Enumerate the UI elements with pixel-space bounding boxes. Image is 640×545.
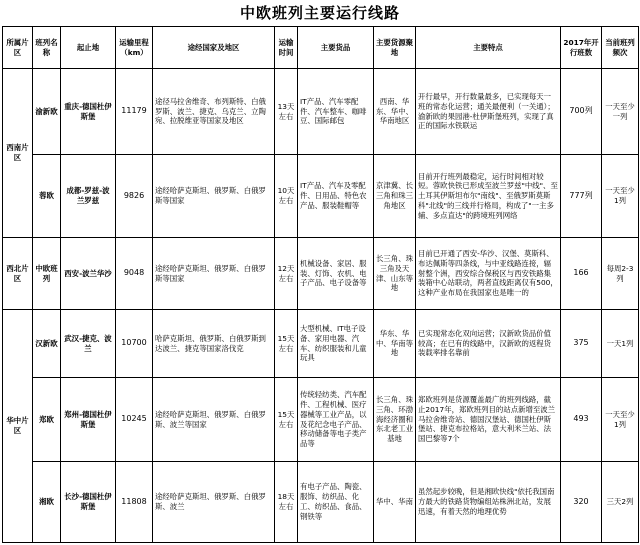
route-source: 华东、华中、华南等地 xyxy=(374,310,416,378)
route-trains-2017: 700列 xyxy=(561,69,602,155)
route-frequency: 一天至少1列 xyxy=(602,378,639,462)
route-name: 汉新欧 xyxy=(33,310,61,378)
route-distance: 9048 xyxy=(116,238,153,310)
route-features: 目前已开通了西安-华沙、汉堡、莫斯科、布达佩斯等四条线，与中亚线路连接，辐射整个洲，西安综合保税区与西安铁路集装箱中心站联动，两者直线距离仅有500，这种产业布局在我国家也是唯一的 xyxy=(416,238,561,310)
route-trains-2017: 375 xyxy=(561,310,602,378)
table-row xyxy=(3,310,639,378)
region-cell-central: 华中片区 xyxy=(3,310,33,543)
route-countries: 途径马拉舍维奇、布列斯特、白俄罗斯、波兰、捷克、乌克兰、立陶宛、拉脱维亚等国家及地区 xyxy=(153,69,275,155)
table-row xyxy=(3,378,639,462)
table-row xyxy=(3,155,639,238)
route-source: 西南、华东、华中、华南地区 xyxy=(374,69,416,155)
route-origin: 武汉-捷克、波兰 xyxy=(61,310,116,378)
header-region: 所属片区 xyxy=(3,27,33,69)
route-goods: 机械设备、家居、服装、灯饰、农机、电子产品、电子设备等 xyxy=(298,238,374,310)
route-time: 15天左右 xyxy=(275,310,298,378)
region-cell-northwest: 西北片区 xyxy=(3,238,33,310)
route-features: 开行最早，开行数量最多，已实现每天一班的常态化运营；通关最便利（一关通）；渝新欧的果园港-杜伊斯堡班列，实现了真正的国际水铁联运 xyxy=(416,69,561,155)
header-origin: 起止地 xyxy=(61,27,116,69)
route-goods: IT产品、汽车及零配件、日用品、特色农产品、服装鞋帽等 xyxy=(298,155,374,238)
route-frequency: 每周2-3列 xyxy=(602,238,639,310)
region-cell-southwest: 西南片区 xyxy=(3,69,33,238)
table-row xyxy=(3,69,639,155)
route-source: 长三角、珠三角、环渤海经济圈和东北老工业基地 xyxy=(374,378,416,462)
route-origin: 西安-波兰华沙 xyxy=(61,238,116,310)
route-name: 湘欧 xyxy=(33,462,61,543)
header-time: 运输时间 xyxy=(275,27,298,69)
route-distance: 11808 xyxy=(116,462,153,543)
route-distance: 10245 xyxy=(116,378,153,462)
route-name: 郑欧 xyxy=(33,378,61,462)
route-time: 12天左右 xyxy=(275,238,298,310)
route-origin: 成都-罗兹-波兰罗兹 xyxy=(61,155,116,238)
route-frequency: 三天2列 xyxy=(602,462,639,543)
route-goods: 有电子产品、陶瓷、服饰、纺织品、化工、纺织品、食品、钢铁等 xyxy=(298,462,374,543)
route-frequency: 一天1列 xyxy=(602,310,639,378)
route-countries: 哈萨克斯坦、俄罗斯、白俄罗斯到达波兰、捷克等国家洛伐克 xyxy=(153,310,275,378)
route-source: 京津冀、长三角和珠三角地区 xyxy=(374,155,416,238)
route-distance: 10700 xyxy=(116,310,153,378)
header-source: 主要货源聚地 xyxy=(374,27,416,69)
route-name: 蓉欧 xyxy=(33,155,61,238)
route-features: 已实现常态化双向运营；汉新欧货品价值较高；在已有的线路中，汉新欧的返程货装载率排名靠前 xyxy=(416,310,561,378)
header-goods: 主要货品 xyxy=(298,27,374,69)
route-name: 渝新欧 xyxy=(33,69,61,155)
header-features: 主要特点 xyxy=(416,27,561,69)
route-goods: 大型机械、IT电子设备、家用电器、汽车、纺织服装和儿童玩具 xyxy=(298,310,374,378)
route-goods: IT产品、汽车零配件、汽车整车、咖啡豆、国际邮包 xyxy=(298,69,374,155)
table-row xyxy=(3,462,639,543)
route-source: 长三角、珠三角及天津、山东等地 xyxy=(374,238,416,310)
route-frequency: 一天至少一列 xyxy=(602,69,639,155)
route-trains-2017: 320 xyxy=(561,462,602,543)
document-title: 中欧班列主要运行线路 xyxy=(239,4,400,22)
header-countries: 途经国家及地区 xyxy=(153,27,275,69)
route-distance: 11179 xyxy=(116,69,153,155)
route-features: 虽然起步较晚，但是湘欧快线"依托我国南方最大的铁路货物编组站株洲北站，发展迅速，有着天然的地理优势 xyxy=(416,462,561,543)
route-origin: 重庆-德国杜伊斯堡 xyxy=(61,69,116,155)
route-countries: 途经哈萨克斯坦、俄罗斯、白俄罗斯等国家 xyxy=(153,238,275,310)
route-trains-2017: 493 xyxy=(561,378,602,462)
route-time: 10天左右 xyxy=(275,155,298,238)
table-row xyxy=(3,238,639,310)
route-distance: 9826 xyxy=(116,155,153,238)
route-features: 郑欧班列是货源覆盖最广的班列线路，截止2017年，郑欧班列目的站点新增至波兰马拉舍维奇站、德国汉堡站、德国杜伊斯堡站、捷克布拉格站，意大利米兰站、法国巴黎等7个 xyxy=(416,378,561,462)
table-header-row xyxy=(3,27,639,69)
route-name: 中欧班列 xyxy=(33,238,61,310)
route-countries: 途经哈萨克斯坦、俄罗斯、白俄罗斯等国家 xyxy=(153,155,275,238)
header-trains-2017: 2017年开行班数 xyxy=(561,27,602,69)
header-frequency: 当前班列频次 xyxy=(602,27,639,69)
header-name: 班列名称 xyxy=(33,27,61,69)
route-time: 13天左右 xyxy=(275,69,298,155)
route-origin: 长沙-德国杜伊斯堡 xyxy=(61,462,116,543)
china-europe-rail-table xyxy=(2,26,639,543)
route-source: 华中、华南 xyxy=(374,462,416,543)
header-distance: 运输里程（km） xyxy=(116,27,153,69)
route-time: 15天左右 xyxy=(275,378,298,462)
route-time: 18天左右 xyxy=(275,462,298,543)
route-frequency: 一天至少1列 xyxy=(602,155,639,238)
route-origin: 郑州-德国杜伊斯堡 xyxy=(61,378,116,462)
route-trains-2017: 777列 xyxy=(561,155,602,238)
route-countries: 途经哈萨克斯坦、俄罗斯、白俄罗斯、波兰等国家 xyxy=(153,378,275,462)
route-trains-2017: 166 xyxy=(561,238,602,310)
route-goods: 传统轻纺类、汽车配件、工程机械、医疗器械等工业产品，以及花纪念电子产品、移动储备等电子类产品等 xyxy=(298,378,374,462)
route-features: 目前开行班列最稳定，运行时间相对较短。蓉欧快铁已形成至波兰罗兹"中线"、至土耳其伊斯坦布尔"南线"、至俄罗斯莫斯科"北线"的三线并行格局，构成了"一主多辅、多点直达"的跨境班列网络 xyxy=(416,155,561,238)
route-countries: 途经哈萨克斯坦、俄罗斯、白俄罗斯、波兰 xyxy=(153,462,275,543)
